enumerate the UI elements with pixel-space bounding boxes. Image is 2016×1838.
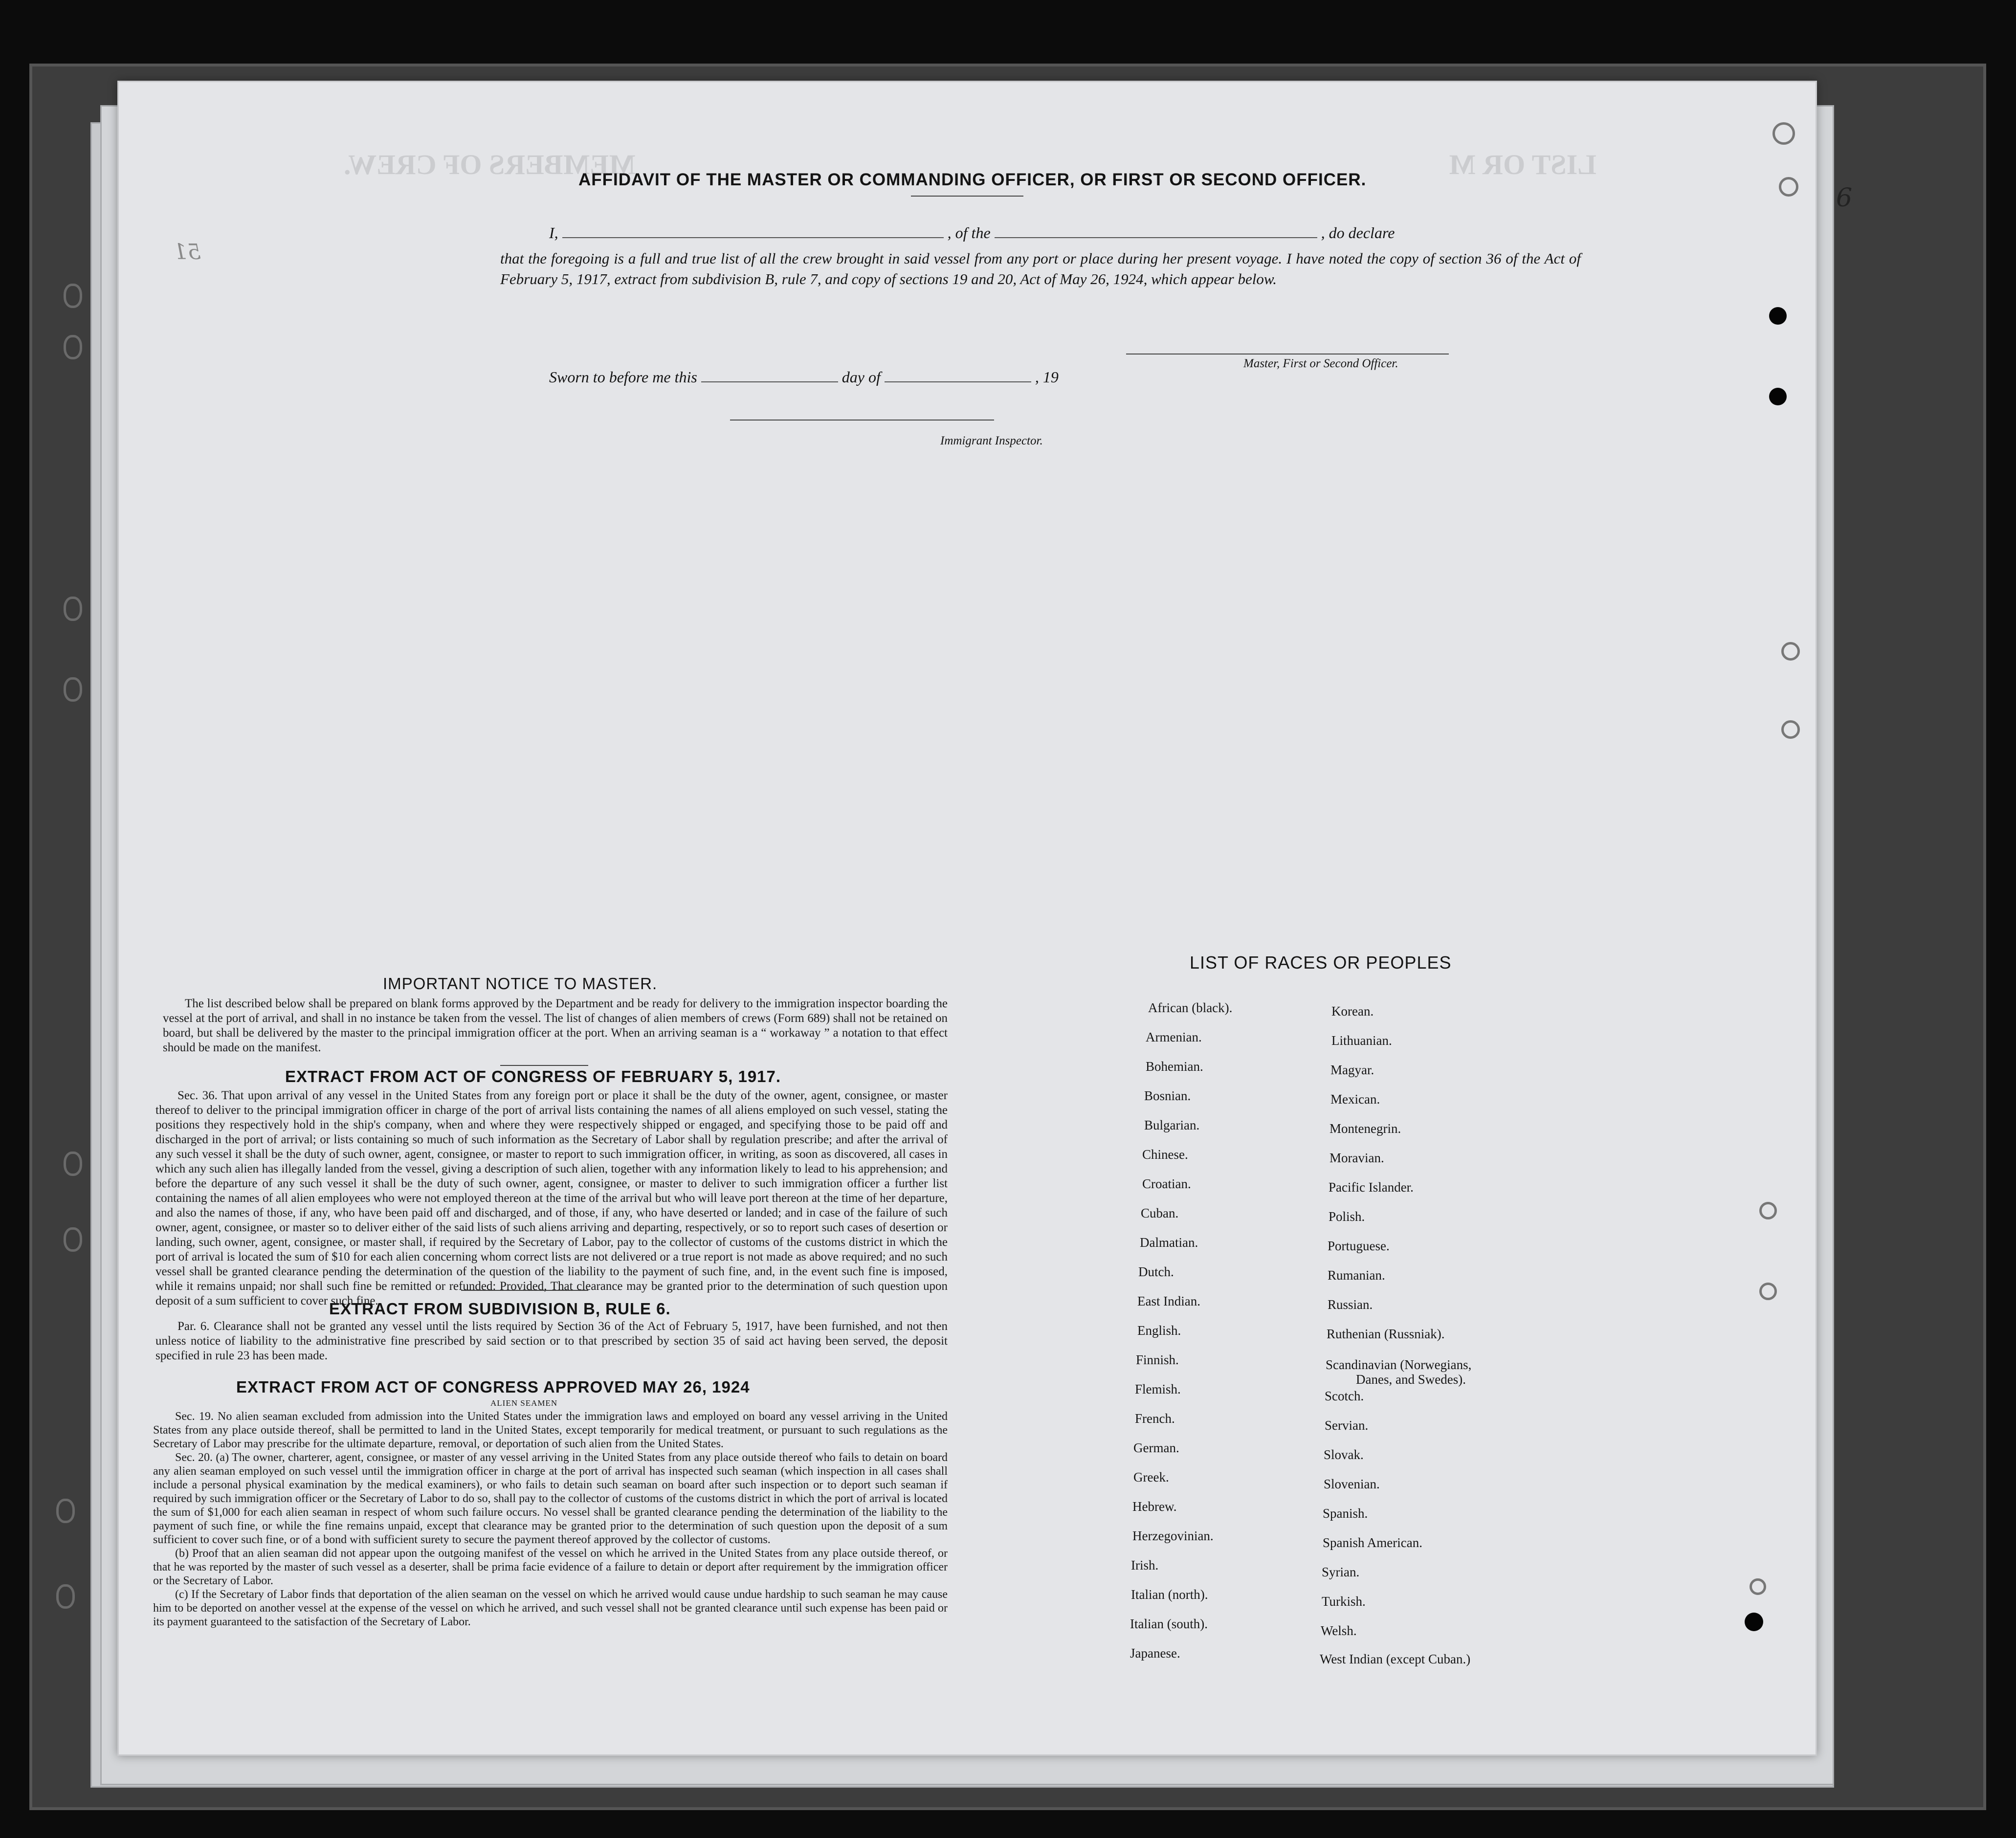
paragraph-6: Par. 6. Clearance shall not be granted any vessel until the lists required by Section 36 of the Act of February 5, 1917, have been furnished, and not then unless notice of liability to the administrative fine prescribed by said section or to that prescribed by section 35 of said act having been served, the deposit specified in rule 23 has been made. <box>155 1320 948 1362</box>
punch-hole <box>1769 388 1787 405</box>
race-item: Rumanian. <box>1328 1268 1385 1283</box>
race-item: Armenian. <box>1146 1030 1202 1044</box>
subdivision-b-text <box>155 1319 948 1363</box>
race-item: Hebrew. <box>1132 1499 1177 1514</box>
binding-pin <box>64 677 82 702</box>
bleed-heading-left: MEMBERS OF CREW. <box>344 149 636 180</box>
race-item: Bosnian. <box>1144 1088 1191 1103</box>
race-item: Italian (south). <box>1130 1617 1208 1631</box>
race-item: Finnish. <box>1136 1352 1179 1367</box>
race-item: Herzegovinian. <box>1132 1528 1214 1543</box>
sworn-month-blank[interactable] <box>885 381 1031 382</box>
race-item: Lithuanian. <box>1331 1033 1392 1048</box>
notice-title: IMPORTANT NOTICE TO MASTER. <box>383 974 658 993</box>
race-item: Italian (north). <box>1131 1587 1208 1602</box>
extract-1924-subtitle: ALIEN SEAMEN <box>490 1398 558 1408</box>
race-item: Bohemian. <box>1146 1059 1203 1074</box>
race-item: Polish. <box>1329 1209 1365 1224</box>
sworn-day-blank[interactable] <box>701 381 838 382</box>
margin-mark-top-right: 6 <box>1836 183 1853 213</box>
race-item: Korean. <box>1331 1004 1374 1019</box>
sworn-line <box>549 368 1059 386</box>
vessel-blank[interactable] <box>995 237 1317 238</box>
name-blank[interactable] <box>562 237 944 238</box>
race-item: Dutch. <box>1138 1264 1174 1279</box>
binder-ring-hole <box>1759 1202 1777 1219</box>
notice-paragraph: The list described below shall be prepared on blank forms approved by the Department and be ready for delivery to the immigration inspector boarding the vessel at the port of arrival, and shall in no instance be taken from the vessel. The list of changes of alien members of crews (Form 689) shall not be retained on board, but shall be delivered by the master to the principal immigration officer at the port. When an arriving seaman is a “ workaway ” a notation to that effect should be made on the manifest. <box>163 997 948 1054</box>
section-20a-paragraph: Sec. 20. (a) The owner, charterer, agent, consignee, or master of any vessel arriving in the United States from any place outside thereof who fails to detain on board any alien seaman employed on such vessel until the immigration officer in charge at the port of arrival has inspected such seaman (which inspection in all cases shall include a personal physical examination by the medical examiners), or who fails to detain such seaman on board after such inspection or to deport such seaman if required by such immigration officer or the Secretary of Labor to do so, shall pay to the collector of customs of the customs district in which the port of arrival is located the sum of $1,000 for each alien seaman in respect of whom such failure occurs. No vessel shall be granted clearance pending the determination of the liability to the payment of such fine, or while the fine remains unpaid, except that clearance may be granted prior to the determination of such question upon the deposit of a sum sufficient to cover such fine, or of a bond with sufficient surety to secure the payment thereof approved by the collector of customs. <box>153 1451 948 1546</box>
race-item: Montenegrin. <box>1329 1121 1401 1136</box>
races-title: LIST OF RACES OR PEOPLES <box>1190 952 1452 973</box>
binding-pin <box>64 1227 82 1252</box>
race-item: East Indian. <box>1137 1294 1200 1308</box>
section-20c-paragraph: (c) If the Secretary of Labor finds that deportation of the alien seaman on the vessel on which he arrived would cause undue hardship to such seaman he may cause him to be deported on another vessel at the expense of the vessel on which he arrived, and such vessel shall not be granted clearance until such expense has been paid or its payment guaranteed to the satisfaction of the Secretary of Labor. <box>153 1588 948 1628</box>
extract-1917-title: EXTRACT FROM ACT OF CONGRESS OF FEBRUARY 5, 1917. <box>285 1067 781 1085</box>
extract-1917-rule <box>461 1290 588 1291</box>
section-20b-paragraph: (b) Proof that an alien seaman did not appear upon the outgoing manifest of the vessel on which he arrived in the United States from any place outside thereof, or that he was reported by the master of such vessel as a deserter, shall be prima facie evidence of a failure to detain or deport after requirement by the immigration officer or the Secretary of Labor. <box>153 1547 948 1587</box>
race-item: Syrian. <box>1322 1565 1360 1579</box>
race-item: Slovak. <box>1324 1447 1364 1462</box>
binder-ring-hole <box>1750 1578 1766 1595</box>
day-of-label: day of <box>842 368 881 386</box>
race-item: Slovenian. <box>1324 1477 1380 1491</box>
binding-pin <box>64 284 82 308</box>
subdivision-b-title: EXTRACT FROM SUBDIVISION B, RULE 6. <box>329 1300 671 1318</box>
extract-1917-text <box>155 1088 948 1308</box>
race-item: Greek. <box>1133 1470 1169 1484</box>
race-item: Bulgarian. <box>1144 1118 1200 1132</box>
binder-ring-hole <box>1759 1283 1777 1300</box>
binding-pin <box>56 1499 75 1523</box>
race-item: Flemish. <box>1135 1382 1181 1396</box>
section-36-paragraph: Sec. 36. That upon arrival of any vessel in the United States from any foreign port or place it shall be the duty of the owner, agent, consignee, or master thereof to deliver to the principal immigration officer in charge of the port of arrival lists containing the names of all aliens employed on such vessel, stating the positions they respectively hold in the ship's company, when and where they were respectively shipped or engaged, and specifying those to be paid off and discharged in the port of arrival; or lists containing so much of such information as the Secretary of Labor shall by regulation prescribe; and after the arrival of any such vessel it shall be the duty of such owner, agent, consignee, or master to report to such immigration officer, in writing, as soon as discovered, all cases in which any such alien has illegally landed from the vessel, giving a description of such alien, together with any information likely to lead to his apprehension; and before the departure of any such vessel it shall be the duty of such owner, agent, consignee, or master to deliver to such immigration officer a further list containing the names of all alien employees who were not employed thereon at the time of the arrival but who will leave port thereon at the time of her departure, and also the names of those, if any, who have been paid off and discharged, and of those, if any, who have deserted or landed; and in case of the failure of such owner, agent, consignee, or master so to deliver either of the said lists of such aliens arriving and departing, respectively, or so to report such cases of desertion or landing, such owner, agent, consignee, or master shall, if required by the Secretary of Labor, pay to the collector of customs of the customs district in which the port of arrival is located the sum of $10 for each alien concerning whom correct lists are not delivered or a true report is not made as above required; and no such vessel shall be granted clearance pending the determination of the question of the liability to the payment of such fine, and, in the event such fine is imposed, while it remains unpaid; nor shall such fine be remitted or refunded: Provided, That clearance may be granted prior to the determination of such question upon deposit of a sum sufficient to cover such fine. <box>155 1089 948 1307</box>
race-item: Moravian. <box>1329 1151 1384 1165</box>
race-item: Magyar. <box>1330 1063 1374 1077</box>
race-item: Welsh. <box>1321 1623 1357 1638</box>
year-label: , 19 <box>1035 368 1059 386</box>
binder-ring-hole <box>1779 177 1798 197</box>
inspector-signature-label: Immigrant Inspector. <box>940 434 1043 447</box>
punch-hole <box>1769 307 1787 325</box>
race-item: Turkish. <box>1322 1594 1366 1609</box>
extract-1924-text <box>153 1410 948 1629</box>
race-item: Mexican. <box>1330 1092 1380 1107</box>
binder-ring-hole <box>1772 122 1795 145</box>
race-item: Japanese. <box>1130 1646 1180 1661</box>
extract-1924-title: EXTRACT FROM ACT OF CONGRESS APPROVED MAY 26, 1924 <box>236 1378 750 1396</box>
race-item: Portuguese. <box>1328 1239 1390 1253</box>
master-signature-label: Master, First or Second Officer. <box>1243 357 1398 370</box>
race-item: Cuban. <box>1141 1206 1179 1220</box>
race-item: Irish. <box>1131 1558 1159 1572</box>
section-19-paragraph: Sec. 19. No alien seaman excluded from admission into the United States under the immigration laws and employed on board any vessel arriving in the United States from any place outside thereof, shall be permitted to land in the United States, except temporarily for medical treatment, or pursuant to such regulations as the Secretary of Labor may prescribe for the ultimate departure, removal, or deportation of such alien from the United States. <box>153 1410 948 1450</box>
race-item: African (black). <box>1148 1000 1233 1015</box>
race-item: French. <box>1135 1411 1175 1426</box>
binder-ring-hole <box>1781 642 1800 661</box>
notice-rule <box>500 1065 588 1066</box>
race-item: Scotch. <box>1325 1389 1364 1403</box>
notice-text <box>163 997 948 1055</box>
race-item: Dalmatian. <box>1140 1235 1198 1250</box>
punch-hole <box>1745 1613 1763 1631</box>
race-item: Danes, and Swedes). <box>1356 1372 1466 1387</box>
race-item: Spanish American. <box>1323 1535 1422 1550</box>
race-item: Russian. <box>1328 1297 1373 1312</box>
binding-pin <box>64 597 82 621</box>
race-item: Pacific Islander. <box>1329 1180 1414 1195</box>
binding-pin <box>64 335 82 359</box>
margin-mark-left: 51 <box>174 240 201 265</box>
sworn-label: Sworn to before me this <box>549 368 697 386</box>
binding-pin <box>56 1584 75 1609</box>
race-item: Ruthenian (Russniak). <box>1327 1327 1445 1341</box>
race-item: Chinese. <box>1142 1147 1188 1162</box>
affidavit-text: that the foregoing is a full and true list of all the crew brought in said vessel from any port or place during her present voyage. I have noted the copy of section 36 of the Act of February 5, 1917, extract from subdivision B, rule 7, and copy of sections 19 and 20, Act of May 26, 1924, which appear below. <box>500 250 1581 288</box>
race-item: Scandinavian (Norwegians, <box>1326 1357 1472 1372</box>
race-item: German. <box>1133 1440 1179 1455</box>
race-item: Croatian. <box>1142 1176 1191 1191</box>
binding-pin <box>64 1152 82 1176</box>
bleed-heading-right: LIST OR M <box>1449 149 1596 180</box>
affidavit-declaration-line <box>549 224 1395 242</box>
race-item: West Indian (except Cuban.) <box>1320 1652 1471 1666</box>
race-item: Servian. <box>1325 1418 1369 1433</box>
affidavit-title: AFFIDAVIT OF THE MASTER OR COMMANDING OFFICER, OR FIRST OR SECOND OFFICER. <box>578 170 1367 189</box>
race-item: Spanish. <box>1323 1506 1368 1521</box>
form-page <box>117 81 1817 1756</box>
binder-ring-hole <box>1781 720 1800 739</box>
affidavit-do-declare: , do declare <box>1321 224 1395 242</box>
affidavit-rule <box>911 196 1023 197</box>
race-item: English. <box>1137 1323 1181 1338</box>
affidavit-i-label: I, <box>549 224 558 242</box>
affidavit-of-the: , of the <box>947 224 991 242</box>
inspector-signature-line[interactable] <box>730 420 994 421</box>
